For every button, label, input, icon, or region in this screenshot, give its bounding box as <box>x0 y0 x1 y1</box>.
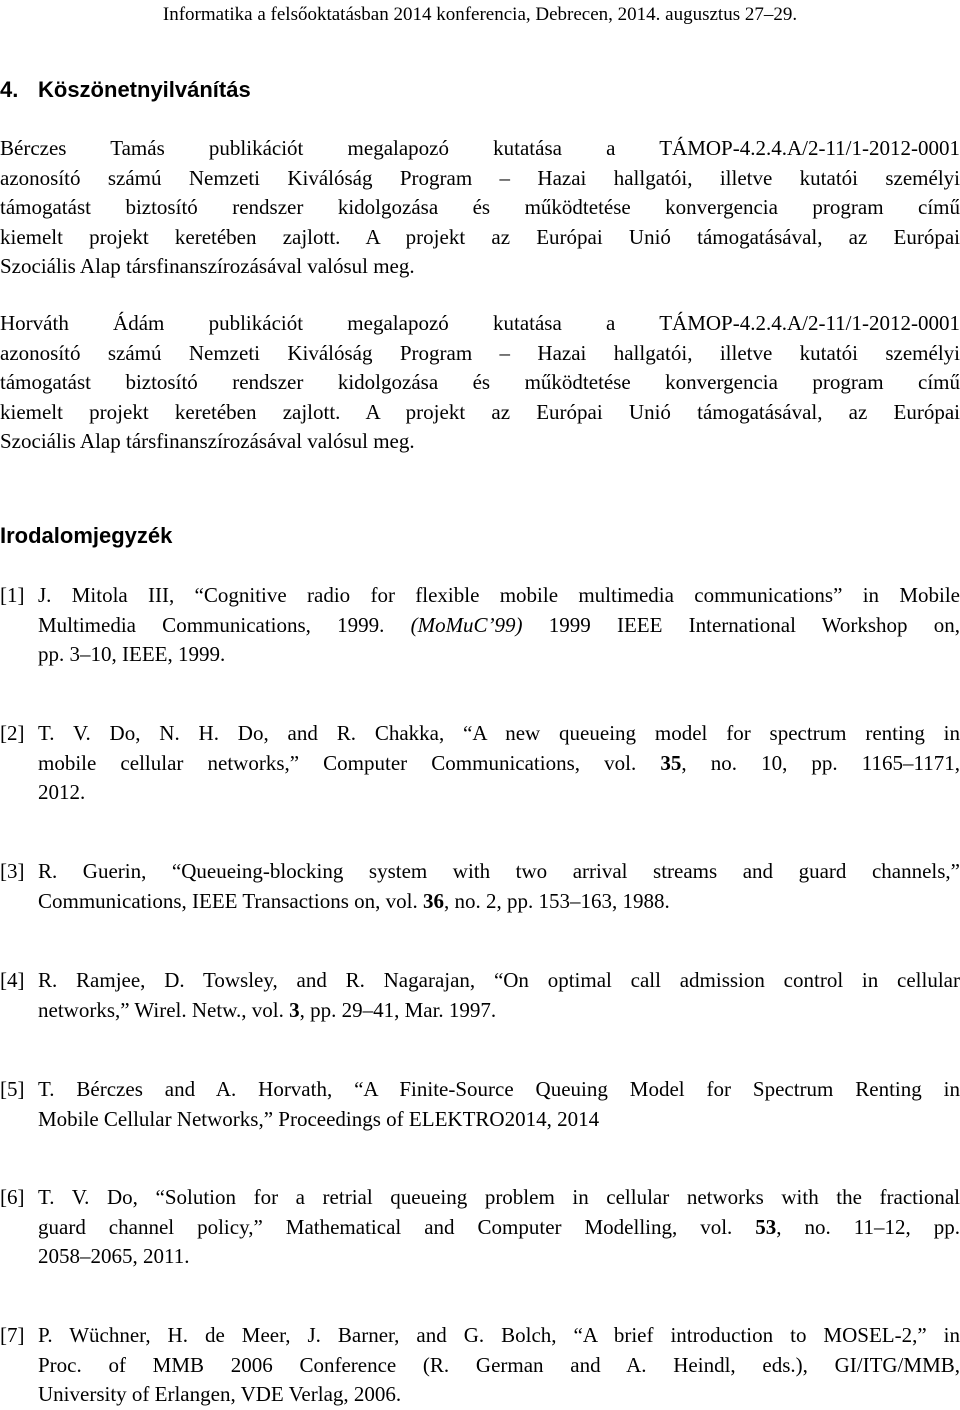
reference-entry <box>0 966 960 1025</box>
reference-text <box>38 1075 960 1134</box>
reference-line <box>38 749 960 779</box>
reference-entry <box>0 581 960 670</box>
paragraph-line: azonosító számú Nemzeti Kiválóság Program – Hazai hallgatói, illetve kutatói személyi <box>0 165 960 190</box>
paragraph-line: kiemelt projekt keretében zajlott. A projekt az Európai Unió támogatásával, az Európai <box>0 399 960 424</box>
volume-number: 3 <box>289 997 300 1022</box>
reference-line <box>38 640 960 670</box>
reference-text <box>38 966 960 1025</box>
reference-text-segment: Multimedia Communications, 1999. <box>38 612 411 637</box>
reference-line <box>38 1213 960 1243</box>
reference-entry <box>0 1075 960 1134</box>
italic-text: (MoMuC’99) <box>410 612 523 637</box>
reference-text-segment: R. Guerin, “Queueing-blocking system with two arrival streams and guard channels,” <box>38 859 960 883</box>
reference-text-segment: mobile cellular networks,” Computer Communications, vol. <box>38 750 661 775</box>
reference-line <box>38 1242 960 1272</box>
paragraph-line: Bérczes Tamás publikációt megalapozó kutatása a TÁMOP-4.2.4.A/2-11/1-2012-0001 <box>0 136 960 160</box>
reference-text-segment: T. V. Do, N. H. Do, and R. Chakka, “A new queueing model for spectrum renting in <box>38 721 960 745</box>
acknowledgement-paragraph <box>0 309 960 457</box>
section-number: 4. <box>0 77 19 102</box>
reference-text-segment: , no. 11–12, pp. <box>776 1214 960 1239</box>
reference-text-segment: guard channel policy,” Mathematical and Computer Modelling, vol. <box>38 1214 756 1239</box>
reference-text-segment: , no. 10, pp. 1165–1171, <box>681 750 960 775</box>
reference-label: [1] <box>0 583 25 607</box>
section-heading <box>0 76 251 104</box>
reference-text-segment: networks,” Wirel. Netw., vol. <box>38 997 290 1022</box>
running-header: Informatika a felsőoktatásban 2014 konferencia, Debrecen, 2014. augusztus 27–29. <box>162 4 798 25</box>
reference-entry <box>0 719 960 808</box>
reference-line <box>38 966 960 996</box>
volume-number: 36 <box>422 888 444 913</box>
reference-label: [4] <box>0 968 25 992</box>
reference-line <box>38 1183 960 1213</box>
reference-text-segment: T. V. Do, “Solution for a retrial queueing problem in cellular networks with the fractional <box>38 1185 960 1209</box>
reference-label: [3] <box>0 859 25 883</box>
reference-entry <box>0 1321 960 1410</box>
reference-text-segment: pp. 3–10, IEEE, 1999. <box>38 642 226 666</box>
reference-text-segment: 2012. <box>38 780 86 804</box>
reference-text-segment: Mobile Cellular Networks,” Proceedings of ELEKTRO2014, 2014 <box>38 1106 600 1131</box>
reference-line <box>38 1351 960 1381</box>
reference-line <box>38 1321 960 1351</box>
reference-text-segment: , no. 2, pp. 153–163, 1988. <box>443 888 670 913</box>
reference-text <box>38 857 960 916</box>
acknowledgement-paragraph <box>0 134 960 282</box>
paragraph-line: Szociális Alap társfinanszírozásával valósul meg. <box>0 254 415 278</box>
reference-text-segment: Communications, IEEE Transactions on, vol. <box>38 888 423 913</box>
reference-label: [6] <box>0 1185 25 1209</box>
reference-line <box>38 887 960 917</box>
reference-text-segment: J. Mitola III, “Cognitive radio for flexible mobile multimedia communications” in Mobile <box>38 583 960 607</box>
references-heading: Irodalomjegyzék <box>0 523 173 548</box>
reference-text-segment: Proc. of MMB 2006 Conference (R. German and A. Heindl, eds.), GI/ITG/MMB, <box>38 1352 960 1377</box>
reference-label: [5] <box>0 1077 25 1101</box>
paragraph-line: támogatást biztosító rendszer kidolgozása és működtetése konvergencia program című <box>0 195 960 219</box>
reference-line <box>38 719 960 749</box>
reference-line <box>38 1075 960 1105</box>
reference-entry <box>0 857 960 916</box>
paragraph-line: Horváth Ádám publikációt megalapozó kutatása a TÁMOP-4.2.4.A/2-11/1-2012-0001 <box>0 311 960 335</box>
reference-text-segment: P. Wüchner, H. de Meer, J. Barner, and G. Bolch, “A brief introduction to MOSEL-2,” in <box>38 1323 960 1347</box>
paragraph-line: támogatást biztosító rendszer kidolgozása és működtetése konvergencia program című <box>0 370 960 394</box>
reference-line <box>38 778 960 808</box>
reference-text-segment: T. Bérczes and A. Horvath, “A Finite-Source Queuing Model for Spectrum Renting in <box>38 1077 960 1101</box>
volume-number: 53 <box>755 1214 777 1239</box>
reference-line <box>38 581 960 611</box>
reference-text-segment: , pp. 29–41, Mar. 1997. <box>299 997 497 1022</box>
reference-text <box>38 581 960 670</box>
reference-text-segment: University of Erlangen, VDE Verlag, 2006. <box>38 1382 402 1406</box>
reference-text <box>38 719 960 808</box>
paragraph-line: Szociális Alap társfinanszírozásával valósul meg. <box>0 429 415 453</box>
reference-label: [2] <box>0 721 25 745</box>
paragraph-line: kiemelt projekt keretében zajlott. A projekt az Európai Unió támogatásával, az Európai <box>0 224 960 249</box>
volume-number: 35 <box>660 750 682 775</box>
reference-text-segment: 2058–2065, 2011. <box>38 1244 190 1268</box>
reference-text <box>38 1183 960 1272</box>
reference-line <box>38 1380 960 1410</box>
reference-entry <box>0 1183 960 1272</box>
reference-line <box>38 996 960 1026</box>
reference-text-segment: R. Ramjee, D. Towsley, and R. Nagarajan, “On optimal call admission control in cellular <box>38 968 960 992</box>
reference-line <box>38 857 960 887</box>
section-title: Köszönetnyilvánítás <box>38 77 251 102</box>
reference-line <box>38 611 960 641</box>
reference-text-segment: 1999 IEEE International Workshop on, <box>522 612 960 637</box>
paragraph-line: azonosító számú Nemzeti Kiválóság Program – Hazai hallgatói, illetve kutatói személyi <box>0 340 960 365</box>
reference-label: [7] <box>0 1323 25 1347</box>
reference-text <box>38 1321 960 1410</box>
reference-line <box>38 1105 960 1135</box>
